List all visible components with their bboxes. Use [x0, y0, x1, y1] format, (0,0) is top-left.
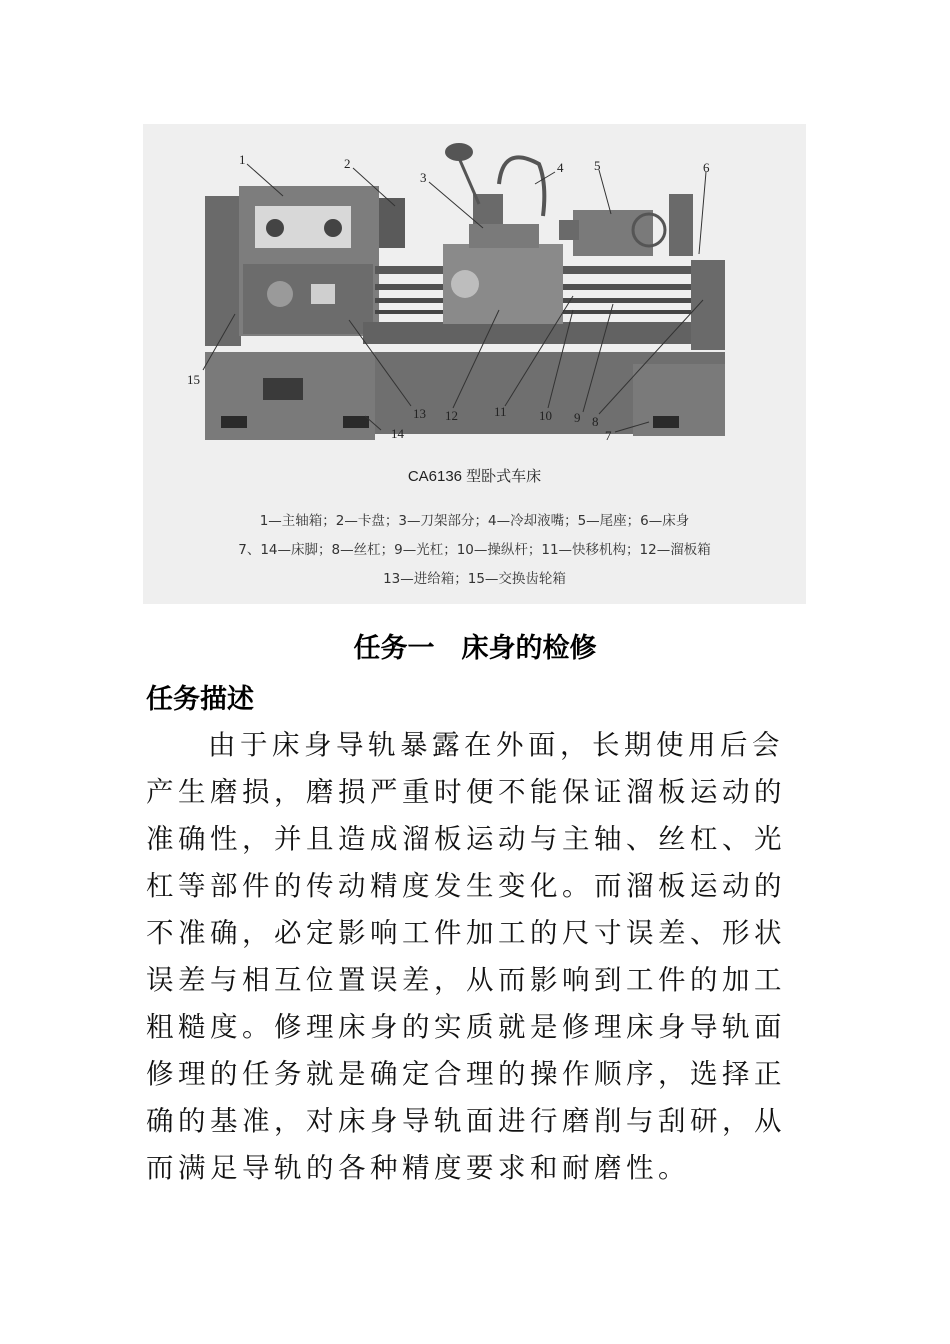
callout-10: 10 [539, 408, 552, 423]
figure-title: CA6136 型卧式车床 [407, 468, 542, 485]
figure-legend-line-1: 1—主轴箱；2—卡盘；3—刀架部分；4—冷却液嘴；5—尾座；6—床身 [259, 513, 690, 529]
callout-5: 5 [594, 158, 601, 173]
callout-6: 6 [703, 160, 710, 175]
lathe-figure [143, 124, 806, 604]
callout-2: 2 [344, 156, 351, 171]
callout-1: 1 [239, 152, 246, 167]
task-title: 任务一 床身的检修 [353, 633, 597, 664]
callout-14: 14 [391, 426, 404, 441]
figure-legend-line-3: 13—进给箱；15—交换齿轮箱 [383, 571, 566, 587]
callout-11: 11 [494, 404, 507, 419]
lathe-illustration [143, 124, 806, 604]
callout-12: 12 [445, 408, 458, 423]
callout-4: 4 [557, 160, 564, 175]
body-paragraph: 由于床身导轨暴露在外面，长期使用后会产生磨损，磨损严重时便不能保证溜板运动的准确性，并且造成溜板运动与主轴、丝杠、光杠等部件的传动精度发生变化。而溜板运动的不准确，必定影响工件加工的尺寸误差、形状误差与相互位置误差，从而影响到工件的加工粗糙度。修理床身的实质就是修理床身导轨面修理的任务就是确定合理的操作顺序，选择正确的基准，对床身导轨面进行磨削与刮研，从而满足导轨的各种精度要求和耐磨性。 [146, 729, 786, 1184]
callout-3: 3 [420, 170, 427, 185]
callout-7: 7 [605, 428, 612, 443]
callout-9: 9 [574, 410, 581, 425]
callout-13: 13 [413, 406, 426, 421]
figure-legend-line-2: 7、14—床脚；8—丝杠；9—光杠；10—操纵杆；11—快移机构；12—溜板箱 [238, 542, 711, 558]
section-heading: 任务描述 [146, 684, 254, 715]
callout-15: 15 [187, 372, 200, 387]
callout-8: 8 [592, 414, 599, 429]
